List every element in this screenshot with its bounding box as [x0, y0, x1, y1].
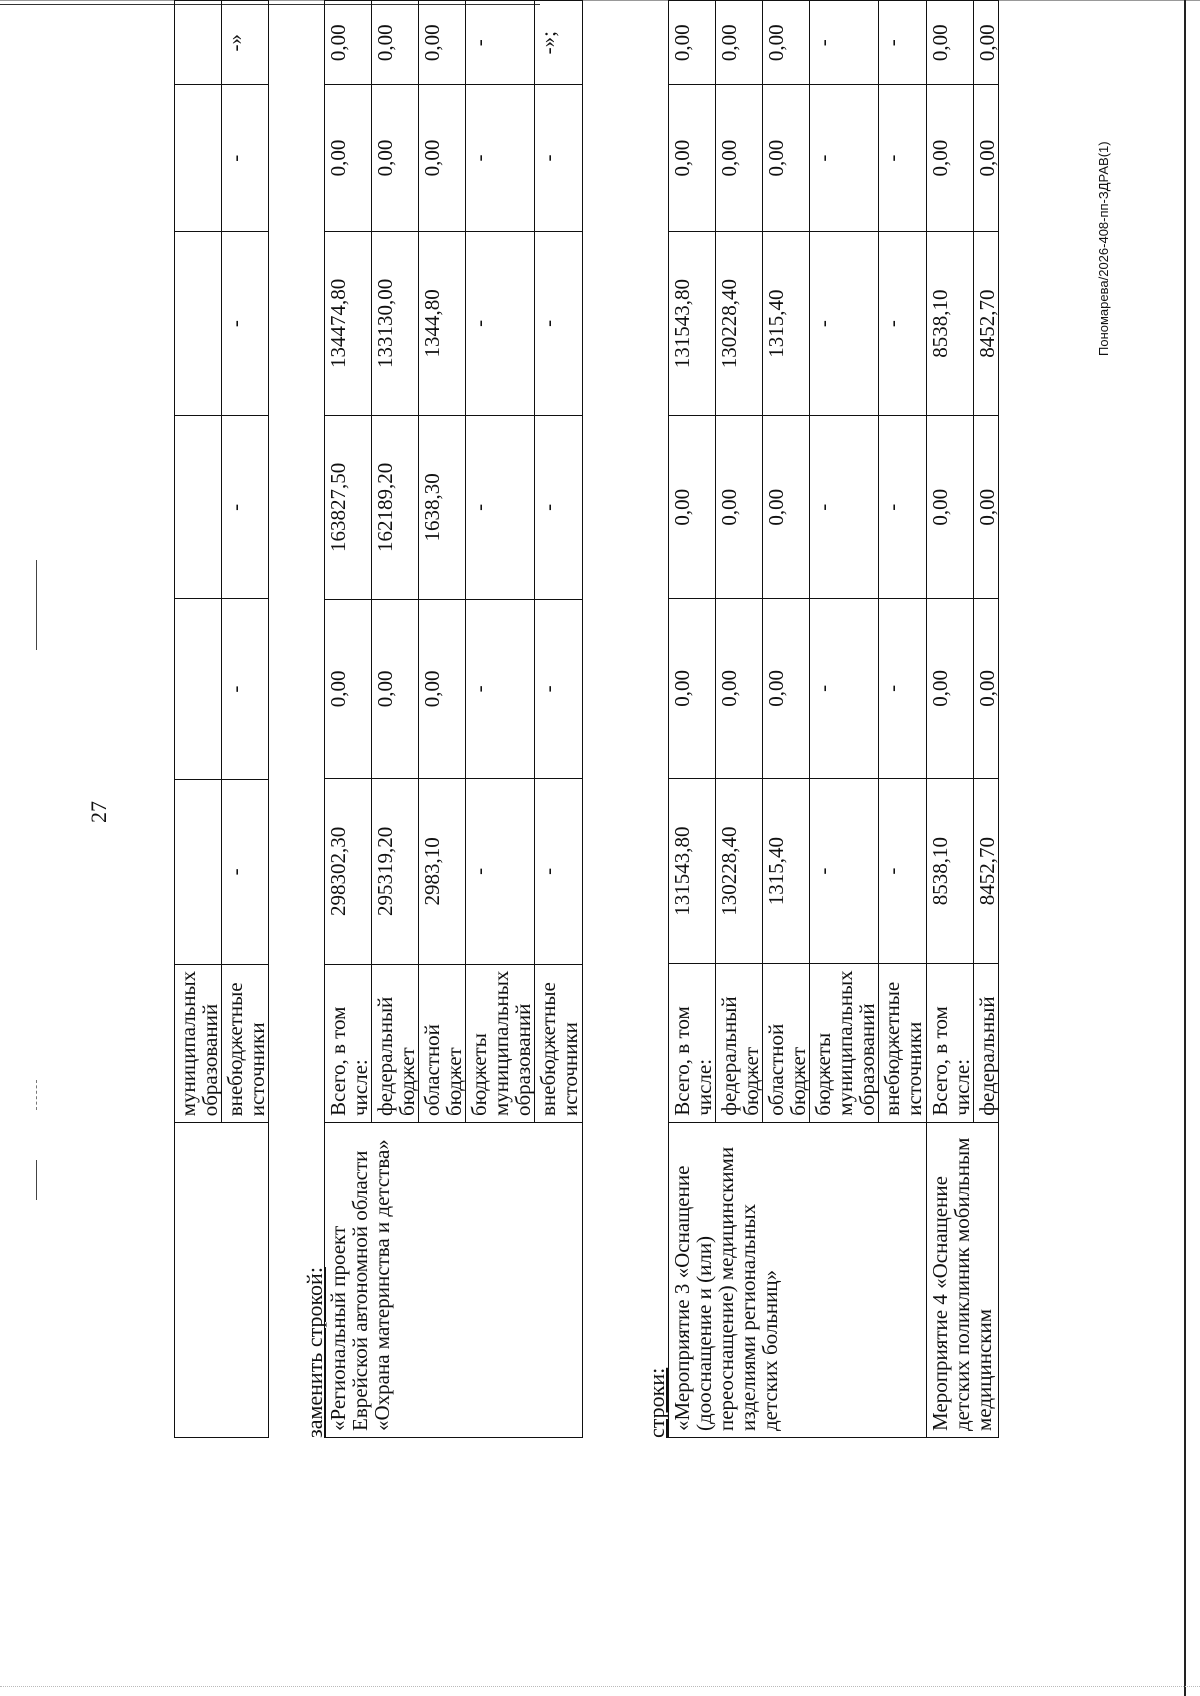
value-cell: 0,00	[325, 599, 372, 779]
value-cell: 2983,10	[419, 779, 466, 964]
value-cell: 0,00	[419, 599, 466, 779]
source-cell: бюджеты муниципальных образований	[810, 964, 879, 1122]
value-cell: 0,00	[372, 1, 419, 85]
value-cell: 131543,80	[669, 231, 716, 416]
value-cell: -	[222, 232, 269, 416]
source-cell: внебюджетные источники	[222, 964, 269, 1122]
table-measures	[668, 0, 999, 1438]
value-cell: -	[466, 231, 535, 415]
value-cell: 0,00	[669, 416, 716, 599]
value-cell: -	[466, 599, 535, 779]
value-cell: 0,00	[716, 85, 763, 231]
source-cell: федеральный бюджет	[716, 964, 763, 1122]
value-cell: 0,00	[716, 599, 763, 779]
table-row	[926, 1, 973, 1438]
value-cell: -	[810, 85, 879, 231]
value-cell	[175, 1, 222, 85]
value-cell: -	[535, 85, 582, 231]
source-cell: федеральный бюджет	[372, 964, 419, 1122]
rows-label: строки:	[644, 1367, 669, 1438]
source-cell: Всего, в том числе:	[669, 964, 716, 1122]
title-cell	[175, 1123, 269, 1438]
value-cell: 0,00	[973, 599, 998, 779]
value-cell: -	[466, 779, 535, 964]
source-cell: бюджеты муниципальных образований	[466, 964, 535, 1122]
value-cell: 0,00	[325, 1, 372, 85]
value-cell: -	[879, 599, 926, 779]
table-regional-project	[324, 0, 583, 1438]
value-cell: -	[879, 1, 926, 85]
value-cell: 0,00	[372, 85, 419, 231]
value-cell: 298302,30	[325, 779, 372, 964]
value-cell: -	[810, 416, 879, 599]
page-number: 27	[86, 801, 111, 823]
value-cell: 0,00	[763, 1, 810, 85]
value-cell: -	[810, 231, 879, 416]
source-cell: областной бюджет	[419, 964, 466, 1122]
value-cell: 0,00	[669, 599, 716, 779]
value-cell: 295319,20	[372, 779, 419, 964]
value-cell: -	[466, 1, 535, 85]
value-cell: 0,00	[973, 1, 998, 85]
value-cell: 133130,00	[372, 231, 419, 415]
value-cell: 0,00	[973, 85, 998, 231]
value-cell: 0,00	[669, 1, 716, 85]
value-cell: -	[466, 416, 535, 599]
source-cell: федеральный	[973, 964, 998, 1122]
value-cell: -	[810, 599, 879, 779]
value-cell: -	[810, 1, 879, 85]
value-cell: 8452,70	[973, 231, 998, 416]
document-code-footer: Пономарева/2026-408-пп-ЗДРАВ(1)	[1096, 141, 1111, 356]
value-cell: 0,00	[926, 416, 973, 599]
value-cell: -	[535, 416, 582, 599]
value-cell: 0,00	[763, 85, 810, 231]
value-cell: 0,00	[763, 599, 810, 779]
value-cell: 0,00	[372, 599, 419, 779]
value-cell: 1315,40	[763, 778, 810, 964]
table-row	[175, 1, 222, 1438]
value-cell: 8538,10	[926, 231, 973, 416]
value-cell: 8538,10	[926, 778, 973, 964]
value-cell: -	[879, 778, 926, 964]
value-cell: 1315,40	[763, 231, 810, 416]
value-cell	[175, 232, 222, 416]
value-cell: 0,00	[669, 85, 716, 231]
value-cell: 0,00	[325, 85, 372, 231]
value-cell: -»;	[535, 1, 582, 85]
value-cell: 163827,50	[325, 416, 372, 599]
value-cell: 0,00	[973, 416, 998, 599]
value-cell: 0,00	[763, 416, 810, 599]
table-continuation	[174, 0, 269, 1438]
value-cell: 130228,40	[716, 231, 763, 416]
value-cell	[175, 779, 222, 964]
source-cell: Всего, в том числе:	[926, 964, 973, 1122]
value-cell: 1344,80	[419, 231, 466, 415]
measure4-title-cell: Мероприятие 4 «Оснащение детских поликлиник мобильным медицинским	[926, 1122, 998, 1437]
value-cell: -	[222, 85, 269, 232]
value-cell: 0,00	[419, 85, 466, 231]
value-cell: 0,00	[419, 1, 466, 85]
value-cell: 0,00	[926, 85, 973, 231]
value-cell: -»	[222, 1, 269, 85]
value-cell: 0,00	[716, 1, 763, 85]
source-cell: внебюджетные источники	[535, 964, 582, 1122]
value-cell: -	[879, 85, 926, 231]
value-cell: 1638,30	[419, 416, 466, 599]
project-title-cell: «Региональный проект Еврейской автономной области «Охрана материнства и детства»	[325, 1123, 583, 1438]
source-cell: внебюджетные источники	[879, 964, 926, 1122]
value-cell	[175, 599, 222, 779]
value-cell: -	[222, 416, 269, 599]
value-cell: -	[466, 85, 535, 231]
value-cell: 162189,20	[372, 416, 419, 599]
source-cell: областной бюджет	[763, 964, 810, 1122]
value-cell: -	[535, 779, 582, 964]
value-cell: -	[810, 778, 879, 964]
value-cell: 134474,80	[325, 231, 372, 415]
source-cell: муниципальных образований	[175, 964, 222, 1122]
value-cell: -	[222, 599, 269, 779]
value-cell: -	[879, 231, 926, 416]
value-cell: 0,00	[926, 599, 973, 779]
value-cell: 131543,80	[669, 778, 716, 964]
value-cell: -	[222, 779, 269, 964]
value-cell: 0,00	[926, 1, 973, 85]
value-cell: 130228,40	[716, 778, 763, 964]
value-cell: -	[535, 231, 582, 415]
table-row	[669, 1, 716, 1438]
source-cell: Всего, в том числе:	[325, 964, 372, 1122]
measure3-title-cell: «Мероприятие 3 «Оснащение (дооснащение и (или) переоснащение) медицинскими изделиями региональных детских больниц»	[669, 1122, 927, 1437]
value-cell: -	[879, 416, 926, 599]
replace-with-row-label: заменить строкой:	[302, 1267, 327, 1438]
value-cell: 8452,70	[973, 778, 998, 964]
table-row	[325, 1, 372, 1438]
value-cell: 0,00	[716, 416, 763, 599]
value-cell	[175, 416, 222, 599]
value-cell	[175, 85, 222, 232]
value-cell: -	[535, 599, 582, 779]
